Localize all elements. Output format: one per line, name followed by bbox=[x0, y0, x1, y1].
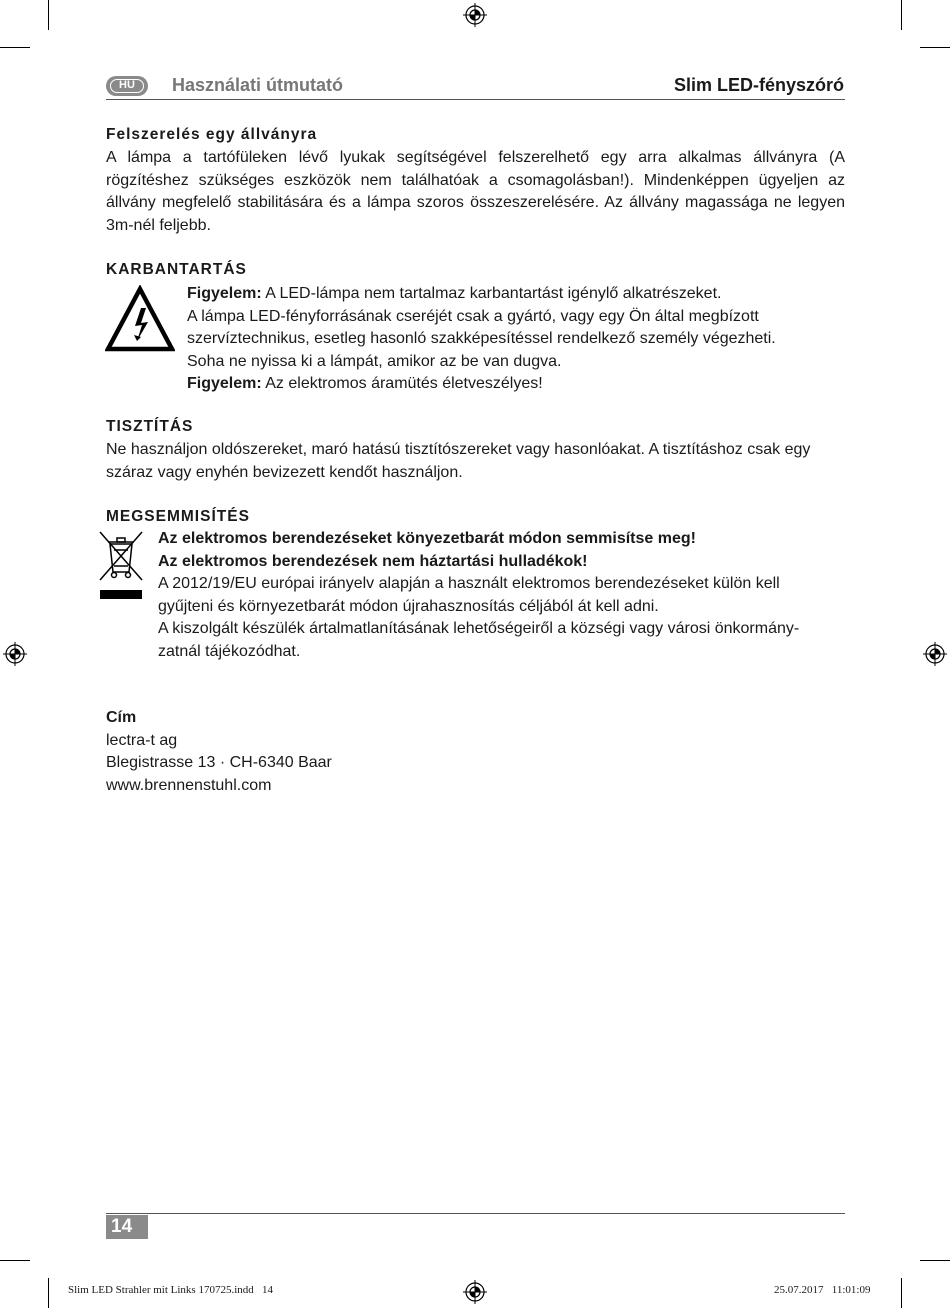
body-line: A 2012/19/EU európai irányelv alapján a használt elektromos berendezéseket külön kell bbox=[158, 575, 780, 592]
crop-mark bbox=[920, 47, 950, 48]
address-street: Blegistrasse 13 · CH-6340 Baar bbox=[106, 754, 332, 771]
section-heading-disposal: MEGSEMMISÍTÉS bbox=[106, 508, 250, 525]
footer-divider bbox=[106, 1213, 845, 1214]
section-heading-cleaning: TISZTÍTÁS bbox=[106, 418, 194, 435]
body-line: A kiszolgált készülék ártalmatlanításának lehetőségeiről a községi vagy városi önkormány- bbox=[158, 620, 800, 637]
section-body-mounting bbox=[106, 147, 845, 237]
header-product-name: Slim LED-fényszóró bbox=[673, 75, 844, 95]
body-line: rögzítéshez szükséges eszközök nem találhatóak a csomagolásban!). Mindenképpen ügyeljen az bbox=[106, 171, 845, 189]
warning-line-1 bbox=[187, 283, 847, 306]
print-slug-file: Slim LED Strahler mit Links 170725.indd 14 bbox=[68, 1284, 274, 1296]
page-number: 14 bbox=[106, 1215, 148, 1239]
body-line: A lámpa a tartófüleken lévő lyukak segítségével felszerelhető egy arra alkalmas állványra (A bbox=[106, 149, 845, 166]
section-body-disposal bbox=[158, 528, 848, 663]
body-line: zatnál tájékozódhat. bbox=[158, 642, 301, 660]
body-line: gyűjteni és környezetbarát módon újrahasznosítás céljából át kell adni. bbox=[158, 597, 659, 615]
registration-mark-icon bbox=[463, 3, 487, 27]
crop-mark bbox=[0, 1260, 30, 1261]
body-line: állvány megfelelő stabilitására és a lámpa szoros összeszerelésére. Az állvány magassága ne legyen bbox=[106, 194, 845, 211]
crop-mark bbox=[0, 47, 30, 48]
section-body-maintenance bbox=[187, 283, 847, 396]
section-heading-mounting: Felszerelés egy állványra bbox=[106, 126, 318, 143]
crop-mark bbox=[920, 1260, 950, 1261]
header-divider bbox=[106, 99, 845, 100]
crop-mark bbox=[901, 1278, 902, 1308]
body-line: száraz vagy enyhén bevizezett kendőt használjon. bbox=[106, 463, 463, 481]
registration-mark-icon bbox=[923, 642, 947, 666]
language-badge bbox=[106, 76, 148, 96]
crop-mark bbox=[48, 1278, 49, 1308]
disposal-bold-line: Az elektromos berendezések nem háztartási hulladékok! bbox=[158, 552, 588, 570]
registration-mark-icon bbox=[3, 642, 27, 666]
body-line: Soha ne nyissa ki a lámpát, amikor az be van dugva. bbox=[187, 352, 562, 370]
section-heading-maintenance: KARBANTARTÁS bbox=[106, 261, 247, 278]
print-slug-date: 25.07.2017 11:01:09 bbox=[774, 1284, 871, 1296]
crop-mark bbox=[48, 0, 49, 30]
registration-mark-icon bbox=[463, 1280, 487, 1304]
section-body-cleaning bbox=[106, 439, 851, 484]
address-company: lectra-t ag bbox=[106, 731, 178, 749]
body-line: 3m-nél feljebb. bbox=[106, 216, 211, 234]
warning-label: Figyelem: bbox=[187, 375, 262, 392]
crop-mark bbox=[901, 0, 902, 30]
language-badge-label: HU bbox=[110, 79, 144, 93]
warning-text: A LED-lámpa nem tartalmaz karbantartást igénylő alkatrészeket. bbox=[261, 285, 722, 302]
body-line: szervíztechnikus, esetleg hasonló szakképesítéssel rendelkező személy végezheti. bbox=[187, 330, 776, 347]
high-voltage-warning-icon bbox=[105, 285, 175, 353]
header-title: Használati útmutató bbox=[172, 75, 344, 95]
address-website: www.brennenstuhl.com bbox=[106, 776, 272, 794]
address-block bbox=[106, 707, 332, 797]
address-heading: Cím bbox=[106, 709, 137, 726]
body-line: A lámpa LED-fényforrásának cseréjét csak a gyártó, vagy egy Ön által megbízott bbox=[187, 307, 759, 325]
disposal-bold-line: Az elektromos berendezéseket könyezetbarát módon semmisítse meg! bbox=[158, 530, 696, 547]
body-line: Ne használjon oldószereket, maró hatású tisztítószereket vagy hasonlóakat. A tisztításhoz csak egy bbox=[106, 441, 811, 458]
crossed-out-bin-icon bbox=[98, 530, 146, 602]
warning-line-2 bbox=[187, 373, 847, 396]
warning-text: Az elektromos áramütés életveszélyes! bbox=[261, 375, 543, 392]
warning-label: Figyelem: bbox=[187, 285, 262, 302]
